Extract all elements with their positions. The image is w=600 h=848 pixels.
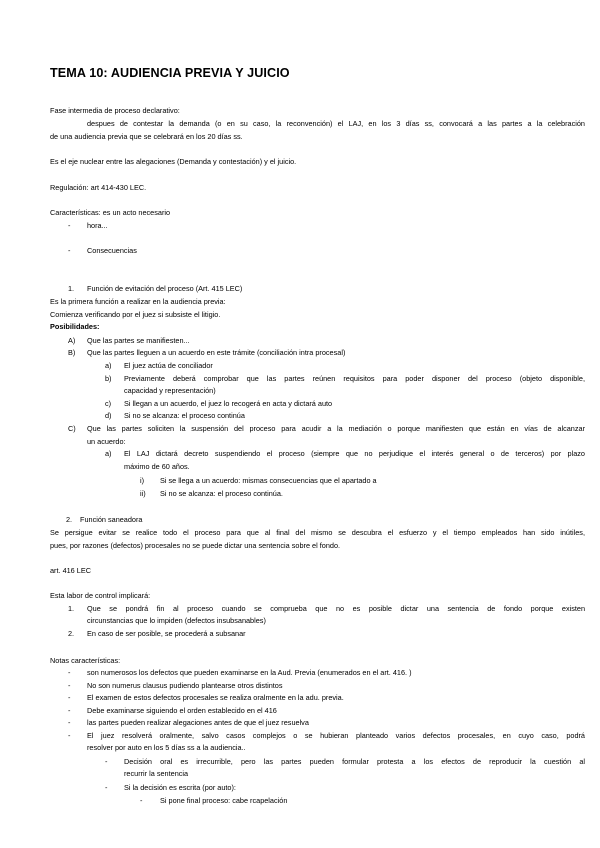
caracteristicas-item: Consecuencias: [87, 246, 137, 255]
section-2-labor: Esta labor de control implicará:: [50, 591, 151, 600]
point-2-text: En caso de ser posible, se procederá a subsanar: [87, 629, 246, 638]
bullet-dash: -: [68, 221, 71, 230]
notas-item: las partes pueden realizar alegaciones antes de que el juez resuelva: [87, 718, 309, 727]
intro-text-line-2: de una audiencia previa que se celebrará en los 20 días ss.: [50, 132, 243, 141]
intro-heading: Fase intermedia de proceso declarativo:: [50, 106, 180, 115]
bullet-dash: -: [68, 731, 71, 740]
section-1-line-2: Comienza verificando por el juez si subsiste el litigio.: [50, 310, 221, 319]
roman-item-ii: Si no se alcanza: el proceso continúa.: [160, 489, 283, 498]
option-c-line-2: un acuerdo:: [87, 437, 126, 446]
option-marker: C): [68, 424, 76, 433]
section-number: 1.: [68, 284, 75, 293]
sub-marker: d): [105, 411, 112, 420]
notas-subsubitem: Si pone final proceso: cabe rcapelación: [160, 796, 288, 805]
notas-heading: Notas características:: [50, 656, 121, 665]
notas-item: Debe examinarse siguiendo el orden establecido en el 416: [87, 706, 277, 715]
section-2-text-line-1: Se persigue evitar se realice todo el proceso para que al final del mismo se descubra el esfuerzo y el tiempo empleados han sido inútiles,: [50, 528, 585, 537]
section-2-heading: Función saneadora: [80, 515, 143, 524]
notas-item: No son numerus clausus pudiendo plantearse otros distintos: [87, 681, 283, 690]
option-b-sub-b-line-2: capacidad y representación): [124, 386, 216, 395]
point-marker: 2.: [68, 629, 75, 638]
roman-marker: ii): [140, 489, 146, 498]
notas-subitem: Si la decisión es escrita (por auto):: [124, 783, 236, 792]
bullet-dash: -: [105, 757, 108, 766]
page-title: TEMA 10: AUDIENCIA PREVIA Y JUICIO: [50, 66, 290, 80]
option-b-sub-c: Si llegan a un acuerdo, el juez lo recogerá en acta y dictará auto: [124, 399, 333, 408]
sub-marker: b): [105, 374, 112, 383]
bullet-dash: -: [68, 246, 71, 255]
option-c-sub-a-line-2: máximo de 60 años.: [124, 462, 190, 471]
option-b-sub-a: El juez actúa de conciliador: [124, 361, 213, 370]
bullet-dash: -: [68, 706, 71, 715]
notas-item: son numerosos los defectos que pueden examinarse en la Aud. Previa (enumerados en el art. 416. ): [87, 668, 412, 677]
bullet-dash: -: [68, 693, 71, 702]
option-c-sub-a-line-1: El LAJ dictará decreto suspendiendo el proceso (siempre que no perjudique el interés general o de terceros) por plazo: [124, 449, 585, 458]
notas-item-line-1: El juez resolverá oralmente, salvo casos complejos o se hubieran planteado varios defectos procesales, en cuyo caso, podrá: [87, 731, 585, 740]
bullet-dash: -: [105, 783, 108, 792]
option-b-sub-b-line-1: Previamente deberá comprobar que las partes reúnen requisitos para poder disponer del proceso (objeto disponible,: [124, 374, 585, 383]
option-b-text: Que las partes lleguen a un acuerdo en este trámite (conciliación intra procesal): [87, 348, 346, 357]
caracteristicas-heading: Características: es un acto necesario: [50, 208, 171, 217]
sub-marker: a): [105, 449, 112, 458]
point-marker: 1.: [68, 604, 75, 613]
bullet-dash: -: [140, 796, 143, 805]
option-marker: B): [68, 348, 76, 357]
notas-subitem-line-1: Decisión oral es irrecurrible, pero las partes pueden formular protesta a los efectos de reproducir la cuestión al: [124, 757, 585, 766]
bullet-dash: -: [68, 668, 71, 677]
option-c-line-1: Que las partes soliciten la suspensión del proceso para acudir a la mediación o porque manifiesten que están en vías de alcanzar: [87, 424, 585, 433]
section-1-line-1: Es la primera función a realizar en la audiencia previa:: [50, 297, 226, 306]
section-1-heading: Función de evitación del proceso (Art. 415 LEC): [87, 284, 243, 293]
sub-marker: a): [105, 361, 112, 370]
section-2-text-line-2: pues, por razones (defectos) procesales no se puede dictar una sentencia sobre el fondo.: [50, 541, 341, 550]
sub-marker: c): [105, 399, 112, 408]
notas-item-line-2: resolver por auto en los 5 días ss a la audiencia..: [87, 743, 246, 752]
option-a-text: Que las partes se manifiesten...: [87, 336, 190, 345]
option-marker: A): [68, 336, 76, 345]
roman-item-i: Si se llega a un acuerdo: mismas consecuencias que el apartado a: [160, 476, 377, 485]
caracteristicas-item: hora...: [87, 221, 108, 230]
notas-subitem-line-2: recurrir la sentencia: [124, 769, 189, 778]
section-number: 2.: [66, 515, 73, 524]
bullet-dash: -: [68, 718, 71, 727]
intro-regulacion: Regulación: art 414-430 LEC.: [50, 183, 147, 192]
notas-item: El examen de estos defectos procesales se realiza oralmente en la adu. previa.: [87, 693, 344, 702]
roman-marker: i): [140, 476, 145, 485]
point-1-line-1: Que se pondrá fin al proceso cuando se comprueba que no es posible dictar una sentencia de fondo porque existen: [87, 604, 585, 613]
intro-eje: Es el eje nuclear entre las alegaciones (Demanda y contestación) y el juicio.: [50, 157, 297, 166]
intro-text-line-1: despues de contestar la demanda (o en su caso, la reconvención) el LAJ, en los 3 días ss, convocará a las partes a la celebración: [87, 119, 585, 128]
section-2-article: art. 416 LEC: [50, 566, 91, 575]
point-1-line-2: circunstancias que lo impiden (defectos insubsanables): [87, 616, 266, 625]
option-b-sub-d: Si no se alcanza: el proceso continúa: [124, 411, 245, 420]
bullet-dash: -: [68, 681, 71, 690]
posibilidades-heading: Posibilidades:: [50, 322, 100, 331]
